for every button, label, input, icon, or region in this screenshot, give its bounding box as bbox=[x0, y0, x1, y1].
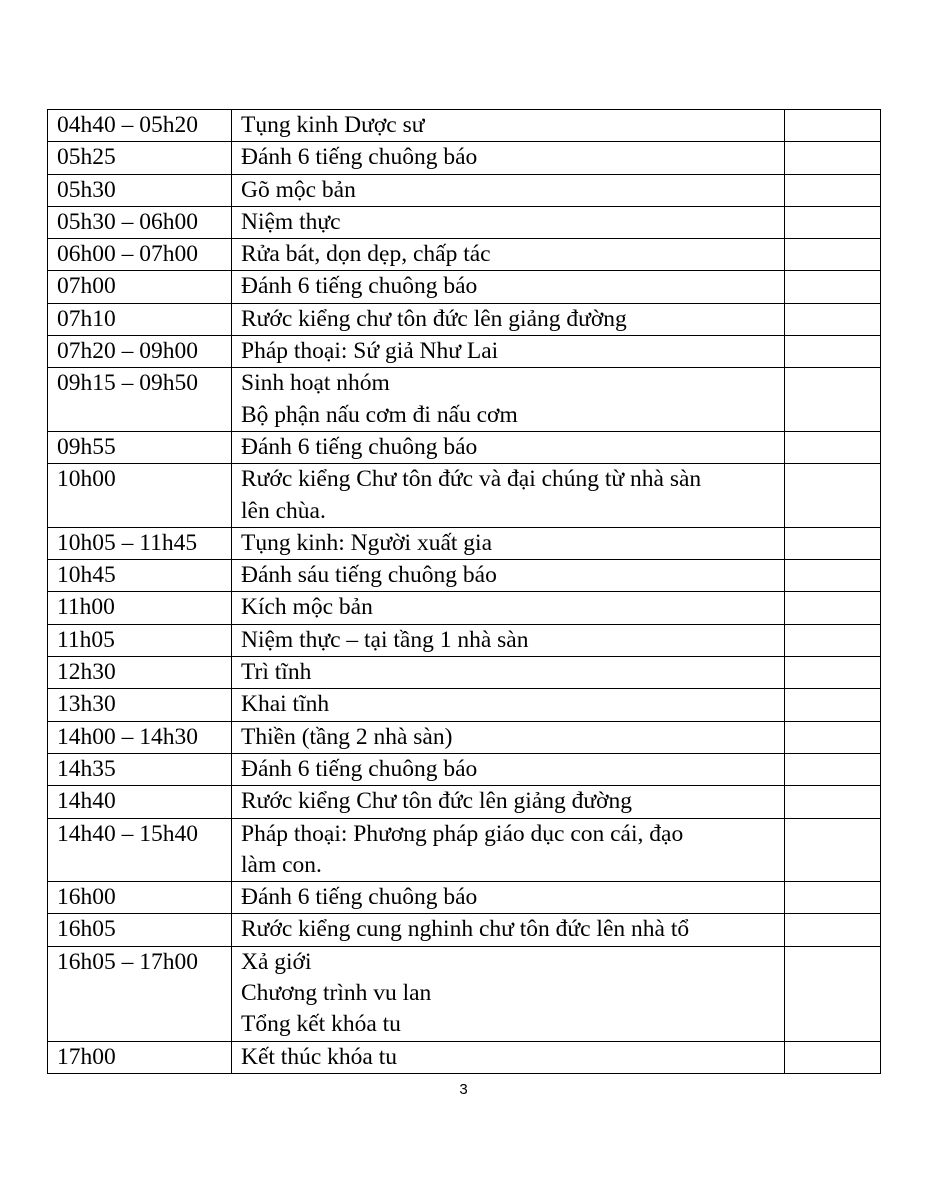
activity-line: Đánh 6 tiếng chuông báo bbox=[241, 144, 478, 171]
note-cell bbox=[785, 946, 881, 1041]
table-row bbox=[48, 271, 881, 303]
time-cell: 14h35 bbox=[48, 753, 232, 785]
activity-cell bbox=[232, 560, 785, 592]
table-row bbox=[48, 1041, 881, 1073]
activity-line: Kích mộc bản bbox=[241, 594, 373, 621]
note-cell bbox=[785, 624, 881, 656]
time-cell: 17h00 bbox=[48, 1041, 232, 1073]
activity-line: Sinh hoạt nhóm bbox=[241, 370, 390, 397]
table-row bbox=[48, 689, 881, 721]
table-row bbox=[48, 303, 881, 335]
time-cell: 07h10 bbox=[48, 303, 232, 335]
activity-line: Rửa bát, dọn dẹp, chấp tác bbox=[241, 241, 491, 268]
activity-line: Rước kiểng chư tôn đức lên giảng đường bbox=[241, 305, 627, 332]
table-row bbox=[48, 753, 881, 785]
table-row bbox=[48, 336, 881, 368]
time-cell: 05h30 – 06h00 bbox=[48, 206, 232, 238]
table-row bbox=[48, 206, 881, 238]
note-cell bbox=[785, 721, 881, 753]
activity-cell bbox=[232, 464, 785, 528]
activity-line: Pháp thoại: Sứ giả Như Lai bbox=[241, 338, 499, 365]
activity-cell bbox=[232, 206, 785, 238]
activity-cell bbox=[232, 110, 785, 142]
activity-line: Niệm thực bbox=[241, 208, 341, 235]
table-row bbox=[48, 368, 881, 432]
activity-line: Tụng kinh: Người xuất gia bbox=[241, 529, 492, 556]
note-cell bbox=[785, 142, 881, 174]
table-row bbox=[48, 882, 881, 914]
time-cell: 05h30 bbox=[48, 174, 232, 206]
activity-line: Pháp thoại: Phương pháp giáo dục con cái, đạo bbox=[241, 820, 684, 847]
activity-cell bbox=[232, 1041, 785, 1073]
activity-cell bbox=[232, 336, 785, 368]
table-row bbox=[48, 464, 881, 528]
activity-line: Kết thúc khóa tu bbox=[241, 1043, 397, 1070]
table-row bbox=[48, 174, 881, 206]
table-row bbox=[48, 110, 881, 142]
note-cell bbox=[785, 657, 881, 689]
time-cell: 11h05 bbox=[48, 624, 232, 656]
activity-line: Đánh 6 tiếng chuông báo bbox=[241, 755, 478, 782]
activity-cell bbox=[232, 303, 785, 335]
note-cell bbox=[785, 239, 881, 271]
table-row bbox=[48, 818, 881, 882]
note-cell bbox=[785, 336, 881, 368]
table-row bbox=[48, 592, 881, 624]
note-cell bbox=[785, 914, 881, 946]
note-cell bbox=[785, 592, 881, 624]
activity-line: Bộ phận nấu cơm đi nấu cơm bbox=[241, 401, 518, 428]
time-cell: 10h00 bbox=[48, 464, 232, 528]
activity-cell bbox=[232, 946, 785, 1041]
time-cell: 10h05 – 11h45 bbox=[48, 527, 232, 559]
time-cell: 11h00 bbox=[48, 592, 232, 624]
table-row bbox=[48, 142, 881, 174]
note-cell bbox=[785, 206, 881, 238]
page-number: 3 bbox=[459, 1081, 468, 1098]
activity-line: Rước kiểng Chư tôn đức lên giảng đường bbox=[241, 788, 633, 815]
activity-cell bbox=[232, 271, 785, 303]
activity-cell bbox=[232, 753, 785, 785]
note-cell bbox=[785, 464, 881, 528]
table-row bbox=[48, 721, 881, 753]
time-cell: 07h20 – 09h00 bbox=[48, 336, 232, 368]
activity-line: Tụng kinh Dược sư bbox=[241, 112, 425, 138]
activity-cell bbox=[232, 914, 785, 946]
time-cell: 07h00 bbox=[48, 271, 232, 303]
time-cell: 06h00 – 07h00 bbox=[48, 239, 232, 271]
note-cell bbox=[785, 753, 881, 785]
table-row bbox=[48, 560, 881, 592]
activity-line: làm con. bbox=[241, 851, 322, 878]
activity-line: Gõ mộc bản bbox=[241, 176, 356, 203]
schedule-table-body bbox=[48, 110, 881, 1074]
activity-line: Đánh 6 tiếng chuông báo bbox=[241, 433, 478, 460]
activity-line: Thiền (tầng 2 nhà sàn) bbox=[241, 723, 453, 750]
activity-line: Xả giới bbox=[241, 948, 312, 975]
time-cell: 14h40 bbox=[48, 786, 232, 818]
table-row bbox=[48, 431, 881, 463]
activity-cell bbox=[232, 882, 785, 914]
activity-line: Rước kiểng Chư tôn đức và đại chúng từ nhà sàn bbox=[241, 466, 702, 493]
note-cell bbox=[785, 431, 881, 463]
time-cell: 14h40 – 15h40 bbox=[48, 818, 232, 882]
activity-line: Chương trình vu lan bbox=[241, 980, 432, 1007]
activity-cell bbox=[232, 786, 785, 818]
note-cell bbox=[785, 303, 881, 335]
activity-line: Tổng kết khóa tu bbox=[241, 1011, 401, 1038]
time-cell: 05h25 bbox=[48, 142, 232, 174]
table-row bbox=[48, 914, 881, 946]
activity-cell bbox=[232, 239, 785, 271]
time-cell: 16h05 bbox=[48, 914, 232, 946]
note-cell bbox=[785, 527, 881, 559]
time-cell: 16h05 – 17h00 bbox=[48, 946, 232, 1041]
activity-line: Niệm thực – tại tầng 1 nhà sàn bbox=[241, 626, 529, 653]
note-cell bbox=[785, 110, 881, 142]
note-cell bbox=[785, 174, 881, 206]
table-row bbox=[48, 657, 881, 689]
activity-cell bbox=[232, 527, 785, 559]
activity-line: Đánh 6 tiếng chuông báo bbox=[241, 884, 478, 911]
activity-line: lên chùa. bbox=[241, 497, 326, 524]
activity-line: Trì tĩnh bbox=[241, 659, 312, 686]
activity-line: Khai tĩnh bbox=[241, 691, 330, 718]
time-cell: 10h45 bbox=[48, 560, 232, 592]
activity-cell bbox=[232, 142, 785, 174]
time-cell: 12h30 bbox=[48, 657, 232, 689]
table-row bbox=[48, 946, 881, 1041]
activity-cell bbox=[232, 368, 785, 432]
note-cell bbox=[785, 1041, 881, 1073]
activity-cell bbox=[232, 592, 785, 624]
note-cell bbox=[785, 689, 881, 721]
note-cell bbox=[785, 786, 881, 818]
table-row bbox=[48, 624, 881, 656]
time-cell: 04h40 – 05h20 bbox=[48, 110, 232, 142]
activity-line: Rước kiểng cung nghinh chư tôn đức lên nhà tổ bbox=[241, 916, 690, 943]
activity-cell bbox=[232, 431, 785, 463]
time-cell: 14h00 – 14h30 bbox=[48, 721, 232, 753]
activity-line: Đánh 6 tiếng chuông báo bbox=[241, 273, 478, 300]
activity-cell bbox=[232, 657, 785, 689]
activity-line: Đánh sáu tiếng chuông báo bbox=[241, 562, 497, 589]
activity-cell bbox=[232, 689, 785, 721]
table-row bbox=[48, 527, 881, 559]
activity-cell bbox=[232, 624, 785, 656]
note-cell bbox=[785, 882, 881, 914]
time-cell: 16h00 bbox=[48, 882, 232, 914]
time-cell: 13h30 bbox=[48, 689, 232, 721]
activity-cell bbox=[232, 818, 785, 882]
table-row bbox=[48, 239, 881, 271]
time-cell: 09h55 bbox=[48, 431, 232, 463]
schedule-table bbox=[47, 109, 881, 1074]
note-cell bbox=[785, 271, 881, 303]
activity-cell bbox=[232, 721, 785, 753]
activity-cell bbox=[232, 174, 785, 206]
note-cell bbox=[785, 368, 881, 432]
note-cell bbox=[785, 818, 881, 882]
table-row bbox=[48, 786, 881, 818]
time-cell: 09h15 – 09h50 bbox=[48, 368, 232, 432]
note-cell bbox=[785, 560, 881, 592]
